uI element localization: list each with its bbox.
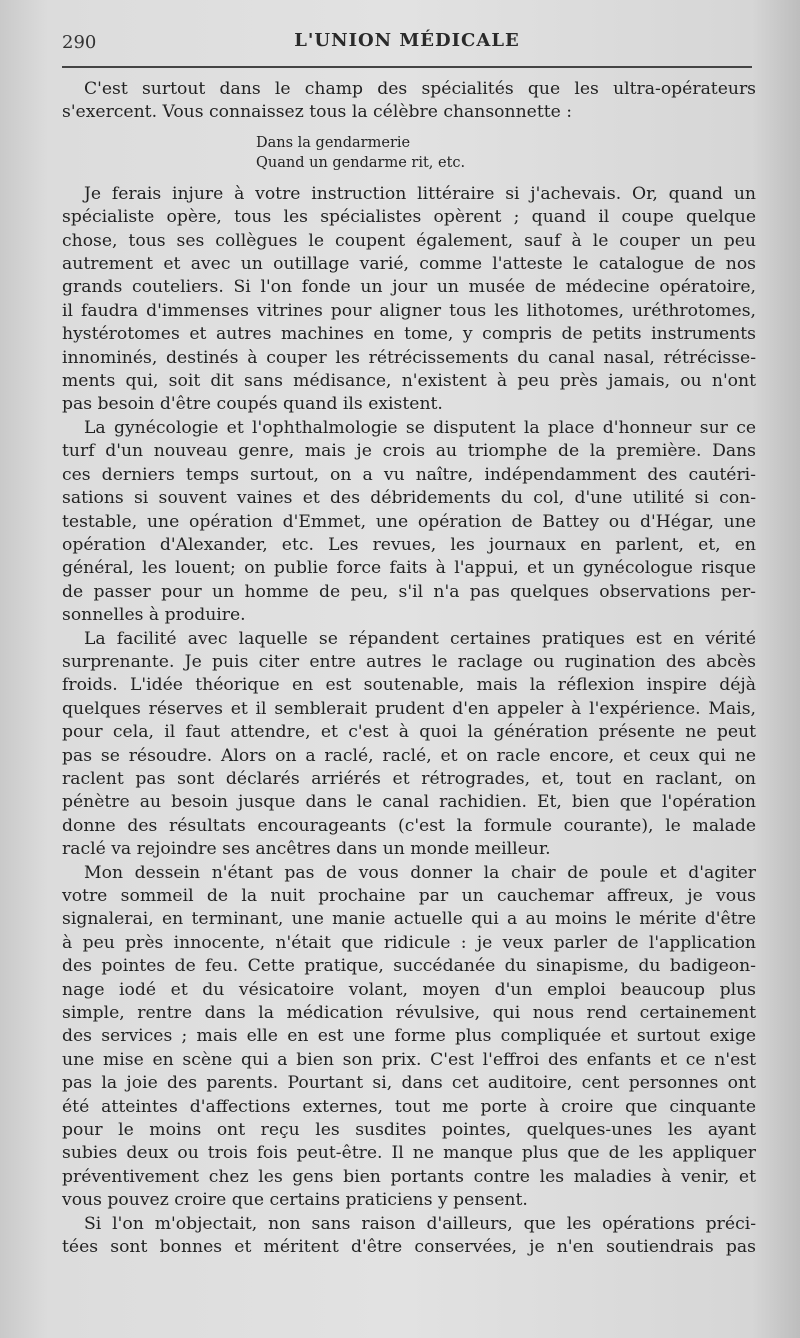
text-line: pour cela, il faut attendre, et c'est à quoi la génération présente ne peut <box>62 722 756 743</box>
paragraph-1 <box>62 183 756 417</box>
text-line: préventivement chez les gens bien portants contre les maladies à venir, et <box>62 1166 756 1187</box>
text-line: Si l'on m'objectait, non sans raison d'ailleurs, que les opérations préci- <box>84 1213 756 1234</box>
text-line: froids. L'idée théorique en est soutenable, mais la réflexion inspire déjà <box>62 675 756 696</box>
text-line: hystérotomes et autres machines en tome, y compris de petits instruments <box>62 324 756 345</box>
text-line: pour le moins ont reçu les susdites pointes, quelques-unes les ayant <box>62 1120 756 1141</box>
running-title: L'UNION MÉDICALE <box>294 30 520 51</box>
text-line: opération d'Alexander, etc. Les revues, les journaux en parlent, et, en <box>62 534 756 555</box>
text-line: surprenante. Je puis citer entre autres le raclage ou rugination des abcès <box>62 651 756 672</box>
text-line: s'exercent. Vous connaissez tous la célèbre chansonnette : <box>62 102 573 123</box>
paragraph-4 <box>62 862 756 1213</box>
page-header <box>62 30 752 58</box>
text-line: raclé va rejoindre ses ancêtres dans un monde meilleur. <box>62 839 551 860</box>
text-line: de passer pour un homme de peu, s'il n'a pas quelques observations per- <box>62 581 756 602</box>
text-line: donne des résultats encourageants (c'est la formule courante), le malade <box>62 815 756 836</box>
text-line: La gynécologie et l'ophthalmologie se disputent la place d'honneur sur ce <box>84 417 756 438</box>
text-line: pénètre au besoin jusque dans le canal rachidien. Et, bien que l'opération <box>62 792 756 813</box>
text-line: nage iodé et du vésicatoire volant, moyen d'un emploi beaucoup plus <box>62 979 756 1000</box>
text-line: à peu près innocente, n'était que ridicule : je veux parler de l'application <box>62 932 756 953</box>
article-body <box>62 78 756 1260</box>
quoted-verse <box>256 133 756 173</box>
page-number: 290 <box>62 32 97 53</box>
text-line: pas se résoudre. Alors on a raclé, raclé, et on racle encore, et ceux qui ne <box>62 745 756 766</box>
verse-line: Quand un gendarme rit, etc. <box>256 154 466 171</box>
text-line: ces derniers temps surtout, on a vu naître, indépendamment des cautéri- <box>62 464 756 485</box>
text-line: tées sont bonnes et méritent d'être conservées, je n'en soutiendrais pas <box>62 1237 756 1258</box>
text-line: simple, rentre dans la médication révulsive, qui nous rend certainement <box>62 1003 756 1024</box>
text-line: turf d'un nouveau genre, mais je crois au triomphe de la première. Dans <box>62 441 756 462</box>
text-line: vous pouvez croire que certains praticiens y pensent. <box>62 1190 528 1211</box>
text-line: votre sommeil de la nuit prochaine par un cauchemar affreux, je vous <box>62 886 756 906</box>
text-line: pas besoin d'être coupés quand ils existent. <box>62 394 443 415</box>
text-line: La facilité avec laquelle se répandent certaines pratiques est en vérité <box>84 628 756 649</box>
text-line: général, les louent; on publie force faits à l'appui, et un gynécologue risque <box>62 558 756 579</box>
text-line: spécialiste opère, tous les spécialistes opèrent ; quand il coupe quelque <box>62 207 756 228</box>
text-line: autrement et avec un outillage varié, comme l'atteste le catalogue de nos <box>62 254 756 275</box>
paragraph-3 <box>62 628 756 862</box>
paragraph-intro <box>62 78 756 125</box>
verse-line: Dans la gendarmerie <box>256 134 411 151</box>
text-line: raclent pas sont déclarés arriérés et rétrogrades, et, tout en raclant, on <box>62 768 756 789</box>
text-line: grands couteliers. Si l'on fonde un jour un musée de médecine opératoire, <box>62 277 756 298</box>
text-line: innominés, destinés à couper les rétrécissements du canal nasal, rétrécisse- <box>62 347 756 368</box>
text-line: ments qui, soit dit sans médisance, n'existent à peu près jamais, ou n'ont <box>62 371 756 392</box>
text-line: testable, une opération d'Emmet, une opération de Battey ou d'Hégar, une <box>62 511 756 532</box>
text-line: des services ; mais elle en est une forme plus compliquée et surtout exige <box>62 1026 756 1047</box>
text-line: il faudra d'immenses vitrines pour aligner tous les lithotomes, uréthrotomes, <box>62 300 756 321</box>
text-line: Je ferais injure à votre instruction littéraire si j'achevais. Or, quand un <box>84 183 756 204</box>
text-line: Mon dessein n'étant pas de vous donner la chair de poule et d'agiter <box>84 862 756 883</box>
text-line: été atteintes d'affections externes, tout me porte à croire que cinquante <box>62 1096 756 1117</box>
text-line: des pointes de feu. Cette pratique, succédanée du sinapisme, du badigeon- <box>62 956 756 977</box>
paragraph-5 <box>62 1213 756 1260</box>
paragraph-2 <box>62 417 756 628</box>
text-line: quelques réserves et il semblerait prudent d'en appeler à l'expérience. Mais, <box>62 698 756 719</box>
text-line: sonnelles à produire. <box>62 605 246 626</box>
text-line: pas la joie des parents. Pourtant si, dans cet auditoire, cent personnes ont <box>62 1073 756 1094</box>
text-line: sations si souvent vaines et des débridements du col, d'une utilité si con- <box>62 488 756 509</box>
text-line: une mise en scène qui a bien son prix. C'est l'effroi des enfants et ce n'est <box>62 1049 756 1070</box>
text-line: chose, tous ses collègues le coupent également, sauf à le couper un peu <box>62 230 756 251</box>
text-line: signalerai, en terminant, une manie actuelle qui a au moins le mérite d'être <box>62 909 756 930</box>
text-line: subies deux ou trois fois peut-être. Il ne manque plus que de les appliquer <box>62 1143 756 1164</box>
text-line: C'est surtout dans le champ des spécialités que les ultra-opérateurs <box>84 79 756 99</box>
header-rule <box>62 66 752 68</box>
